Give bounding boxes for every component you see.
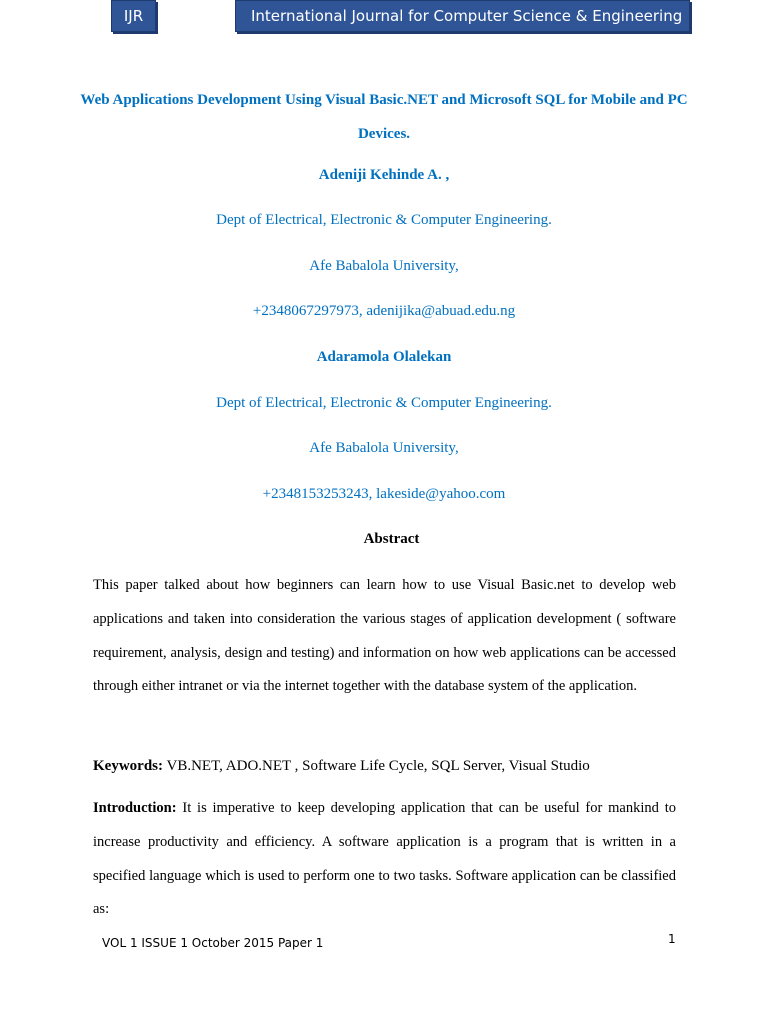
introduction-label: Introduction:	[93, 800, 177, 816]
author-1-contact: +2348067297973, adenijika@abuad.edu.ng	[252, 303, 516, 319]
introduction-text: It is imperative to keep developing application that can be useful for mankind to increase productivity and efficiency. A software application is a program that is written in a specified language which is used to perform one to two tasks. Software application can be classified as:	[93, 800, 676, 918]
keywords-text: VB.NET, ADO.NET , Software Life Cycle, SQL Server, Visual Studio	[166, 758, 590, 774]
introduction-paragraph	[93, 792, 676, 927]
author-2-dept: Dept of Electrical, Electronic & Computer Engineering.	[216, 395, 552, 411]
author-2-name: Adaramola Olalekan	[316, 349, 452, 365]
abstract-text: This paper talked about how beginners can learn how to use Visual Basic.net to develop web applications and taken into consideration the various stages of application development ( software requirement, analysis, design and testing) and information on how web applications can be accessed through either intranet or via the internet together with the database system of the application.	[93, 577, 676, 695]
author-2-university: Afe Babalola University,	[309, 440, 459, 456]
author-1-dept: Dept of Electrical, Electronic & Computer Engineering.	[216, 212, 552, 228]
author-2-contact: +2348153253243, lakeside@yahoo.com	[262, 486, 506, 502]
keywords-line	[93, 756, 676, 776]
author-1-university: Afe Babalola University,	[309, 258, 459, 274]
journal-name-banner: International Journal for Computer Science & Engineering	[235, 0, 690, 32]
author-1-name: Adeniji Kehinde A. ,	[318, 167, 450, 183]
journal-badge: IJR	[111, 0, 156, 32]
keywords-label: Keywords:	[93, 758, 163, 774]
paper-title: Web Applications Development Using Visual Basic.NET and Microsoft SQL for Mobile and PC Devices.	[80, 92, 688, 142]
page-number: 1	[668, 932, 676, 946]
footer-issue: VOL 1 ISSUE 1 October 2015 Paper 1	[102, 936, 324, 950]
abstract-heading: Abstract	[363, 531, 420, 547]
